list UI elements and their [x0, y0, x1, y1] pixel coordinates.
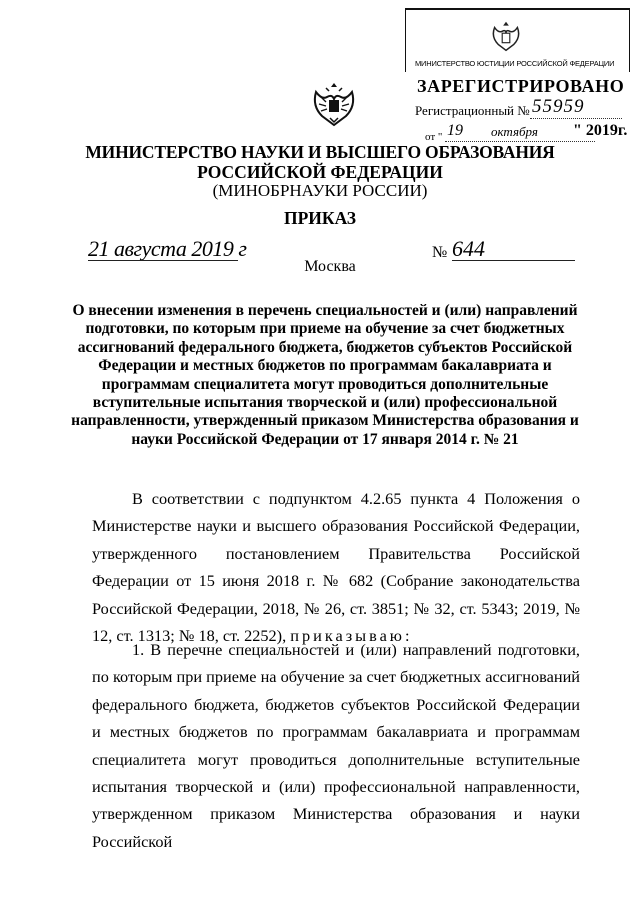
- stamp-left-border: [405, 8, 406, 72]
- coat-of-arms-icon: [310, 80, 358, 128]
- stamp-status: ЗАРЕГИСТРИРОВАНО: [417, 76, 625, 96]
- stamp-date-day: 19: [447, 122, 463, 139]
- paragraph-item-1: 1. В перечне специальностей и (или) направлений подготовки, по которым при приеме на обучение за счет бюджетных ассигнований федерального бюджета, бюджетов субъектов Российской Федерации и местных бюджетов по программам бакалавриата и программам специалитета могут проводиться дополнительные вступительные испытания творческой и (или) профессиональной направленности, утвержденном приказом Министерства образования и науки Российской: [92, 640, 580, 851]
- registration-stamp: [405, 8, 633, 143]
- stamp-date-month: октября: [491, 124, 538, 139]
- city: Москва: [304, 258, 356, 275]
- stamp-organization: МИНИСТЕРСТВО ЮСТИЦИИ РОССИЙСКОЙ ФЕДЕРАЦИИ: [415, 59, 615, 68]
- stamp-date-label: от ": [425, 131, 443, 143]
- stamp-reg-number: 55959: [532, 96, 585, 117]
- stamp-top-border: [405, 8, 630, 10]
- order-heading: О внесении изменения в перечень специальностей и (или) направлений подготовки, по которым при приеме на обучение за счет бюджетных ассигнований федерального бюджета, бюджетов субъектов Российской Федерации и местных бюджетов по программам бакалавриата и программам специалитета могут проводиться дополнительные вступительные испытания творческой и (или) профессиональной направленности, утвержденный приказом Министерства образования и науки Российской Федерации от 17 января 2014 г. № 21: [71, 302, 579, 448]
- stamp-eagle-icon: [487, 18, 525, 56]
- stamp-reg-underline: [530, 118, 622, 119]
- order-number: 644: [452, 236, 485, 261]
- document-type: ПРИКАЗ: [283, 208, 357, 228]
- handwritten-date: 21 августа 2019 г: [88, 236, 247, 261]
- paragraph-preamble: [92, 485, 580, 649]
- order-word: приказываю:: [290, 626, 413, 646]
- order-number-label: №: [432, 244, 448, 261]
- stamp-date-year: " 2019г.: [573, 122, 628, 139]
- ministry-short-name: (МИНОБРНАУКИ РОССИИ): [212, 181, 428, 200]
- ministry-title-line2: РОССИЙСКОЙ ФЕДЕРАЦИИ: [197, 162, 443, 182]
- preamble-text: В соответствии с подпунктом 4.2.65 пункта 4 Положения о Министерстве науки и высшего образования Российской Федерации, утвержденного постановлением Правительства Российской Федерации от 15 июня 2018 г. № 682 (Собрание законодательства Российской Федерации, 2018, № 26, ст. 3851; № 32, ст. 5343; 2019, № 12, ст. 1313; № 18, ст. 2252),: [92, 489, 580, 646]
- stamp-reg-label: Регистрационный №: [415, 103, 530, 118]
- stamp-right-border: [629, 8, 630, 72]
- ministry-title-line1: МИНИСТЕРСТВО НАУКИ И ВЫСШЕГО ОБРАЗОВАНИЯ: [85, 142, 555, 162]
